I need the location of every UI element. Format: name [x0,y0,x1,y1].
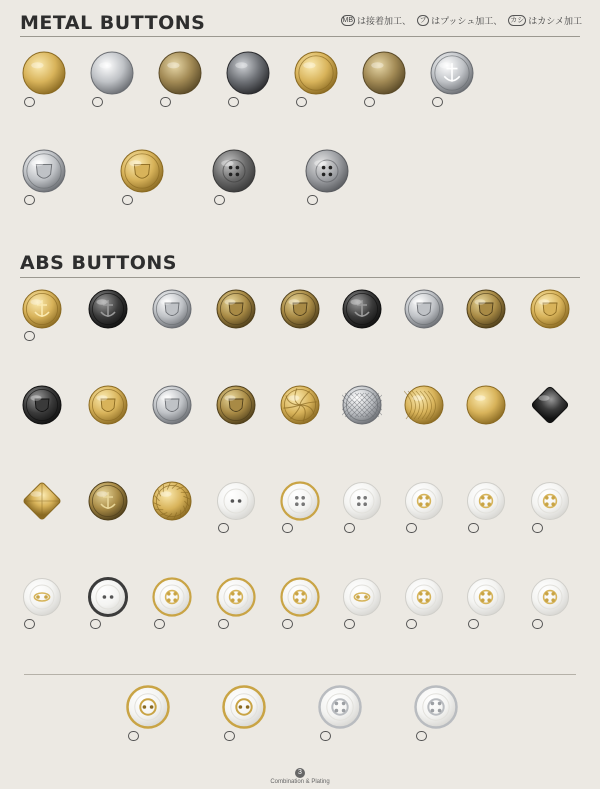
abs-item-ikb652 [530,478,594,533]
process-mark [224,731,235,741]
abs-item-jp109 [530,286,594,331]
ope-section-rule [24,674,576,675]
spec-block [212,195,276,205]
abs-item-jp100 [22,286,86,341]
spec-block [362,97,426,107]
button-swatch [404,481,468,521]
abs-item-jp202 [216,382,280,427]
process-mark [24,195,35,205]
abs-section-title: ABS BUTTONS [20,252,177,274]
abs-section-rule [20,277,580,278]
abs-item-jp104 [280,286,344,331]
spec-block [430,97,494,107]
process-mark [218,619,229,629]
button-swatch [152,385,216,425]
ope-item-ope402 [318,682,382,741]
process-mark [320,731,331,741]
process-mark [468,523,479,533]
metal-item-dm102 [158,48,222,107]
spec-block [530,619,594,629]
button-swatch [88,577,152,617]
button-swatch [22,289,86,329]
process-mark [364,97,375,107]
abs-item-cd119 [530,574,594,629]
abs-item-jp102 [152,286,216,331]
button-swatch [342,385,406,425]
process-mark [160,97,171,107]
abs-item-kmk716 [216,574,280,629]
button-swatch [530,481,594,521]
button-swatch [226,51,290,95]
legend-mark: カシ [510,17,525,24]
process-mark [154,619,165,629]
button-swatch [152,577,216,617]
process-mark [296,97,307,107]
legend-item [341,14,412,27]
abs-item-jp206 [22,478,86,523]
button-swatch [22,51,86,95]
button-swatch [404,289,468,329]
button-swatch [280,289,344,329]
process-mark [468,619,479,629]
abs-item-jp209 [280,382,344,427]
spec-block [88,619,152,629]
button-swatch [404,385,468,425]
button-swatch [216,385,280,425]
button-swatch [152,481,216,521]
process-mark [218,523,229,533]
spec-block [22,619,86,629]
spec-block [318,731,382,741]
spec-block [126,731,190,741]
button-swatch [212,149,276,193]
abs-item-nb101 [216,478,280,533]
abs-item-ikb651 [466,478,530,533]
abs-item-ikb650 [404,478,468,533]
button-swatch [22,577,86,617]
abs-item-jp107 [404,286,468,331]
button-swatch [362,51,426,95]
button-swatch [404,577,468,617]
button-swatch [88,481,152,521]
abs-item-jp101 [88,286,152,331]
button-swatch [530,385,594,425]
abs-item-cd116 [342,574,406,629]
legend-item [417,14,502,27]
metal-item-dm107 [22,146,86,205]
abs-item-jp208 [152,478,216,523]
process-mark [432,97,443,107]
spec-block [280,619,344,629]
button-swatch [342,289,406,329]
process-mark [228,97,239,107]
spec-block [404,523,468,533]
process-mark [344,619,355,629]
process-mark [92,97,103,107]
button-swatch [530,289,594,329]
process-mark [532,523,543,533]
spec-block [342,523,406,533]
button-swatch [466,481,530,521]
spec-block [466,523,530,533]
button-swatch [466,577,530,617]
spec-block [466,619,530,629]
process-mark [282,619,293,629]
process-mark [406,523,417,533]
abs-item-kmk713 [88,574,152,629]
spec-block [216,523,280,533]
metal-item-dm104 [294,48,358,107]
button-swatch [430,51,494,95]
button-swatch [216,289,280,329]
spec-block [222,731,286,741]
process-mark [122,195,133,205]
abs-item-jp200 [88,382,152,427]
process-mark [24,97,35,107]
button-swatch [414,685,478,729]
abs-item-jp203 [404,382,468,427]
process-mark [416,731,427,741]
spec-block [294,97,358,107]
spec-block [226,97,290,107]
button-swatch [216,481,280,521]
button-swatch [466,289,530,329]
spec-block [530,523,594,533]
legend-item [508,14,582,27]
spec-block [280,523,344,533]
spec-block [158,97,222,107]
abs-item-jp205 [530,382,594,427]
button-swatch [342,577,406,617]
abs-item-kmk717 [280,574,344,629]
spec-block [342,619,406,629]
legend-mark: プ [417,15,429,26]
button-swatch [22,385,86,425]
abs-item-kr6 [342,478,406,533]
ope-item-ope403 [414,682,478,741]
spec-block [152,619,216,629]
button-swatch [280,577,344,617]
button-swatch [22,149,86,193]
legend-mark: MB [342,17,354,24]
button-swatch [22,481,86,521]
process-mark [24,331,35,341]
button-swatch [88,289,152,329]
button-swatch [280,481,344,521]
button-swatch [126,685,190,729]
button-swatch [305,149,369,193]
button-swatch [222,685,286,729]
abs-item-kmk714 [152,574,216,629]
spec-block [22,195,86,205]
button-swatch [530,577,594,617]
abs-item-jp108 [466,286,530,331]
process-mark [532,619,543,629]
metal-item-dm110 [305,146,369,205]
legend-text: はカシメ加工 [528,16,582,26]
metal-item-dm100 [22,48,86,107]
button-swatch [152,289,216,329]
metal-item-dm101 [90,48,154,107]
abs-item-jp204 [466,382,530,427]
process-mark [214,195,225,205]
button-swatch [294,51,358,95]
abs-item-nb103 [280,478,344,533]
processing-legend [341,14,582,27]
button-swatch [280,385,344,425]
button-swatch [158,51,222,95]
process-mark [282,523,293,533]
metal-item-dm105 [362,48,426,107]
ope-item-ope400 [126,682,190,741]
button-swatch [216,577,280,617]
page-footer [0,768,600,785]
process-mark [24,619,35,629]
spec-block [120,195,184,205]
spec-block [90,97,154,107]
abs-item-cd118 [466,574,530,629]
metal-section-rule [20,36,580,37]
page-number: 3 [295,768,305,778]
abs-item-jp110 [22,382,86,427]
metal-section-title: METAL BUTTONS [20,12,206,34]
metal-item-dm109 [212,146,276,205]
legend-text: は接着加工、 [357,16,412,26]
abs-item-jp207 [88,478,152,523]
abs-item-cd117 [404,574,468,629]
spec-block [404,619,468,629]
button-swatch [342,481,406,521]
abs-item-jp201 [152,382,216,427]
button-swatch [120,149,184,193]
process-mark [344,523,355,533]
button-swatch [90,51,154,95]
abs-item-jp103 [216,286,280,331]
metal-item-dm108 [120,146,184,205]
legend-text: はプッシュ加工、 [431,16,503,26]
spec-block [216,619,280,629]
process-mark [128,731,139,741]
abs-item-jp210 [342,382,406,427]
abs-item-jp106 [342,286,406,331]
metal-item-dm106 [430,48,494,107]
process-mark [406,619,417,629]
spec-block [305,195,369,205]
process-mark [307,195,318,205]
button-swatch [88,385,152,425]
metal-item-dm103 [226,48,290,107]
abs-item-ikb653 [22,574,86,629]
footer-caption: Combination & Plating [270,779,330,785]
process-mark [90,619,101,629]
ope-item-ope401 [222,682,286,741]
spec-block [22,97,86,107]
button-swatch [466,385,530,425]
spec-block [414,731,478,741]
button-swatch [318,685,382,729]
spec-block [22,331,86,341]
